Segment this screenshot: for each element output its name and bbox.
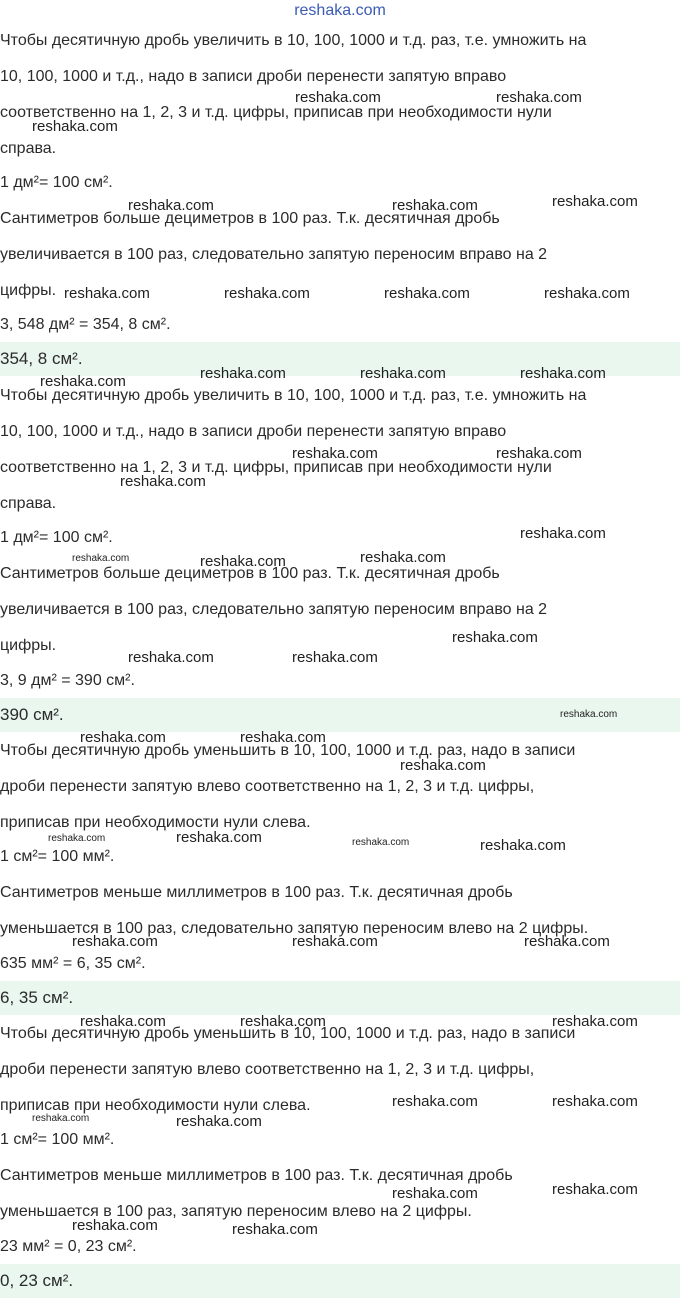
watermark: reshaka.com bbox=[352, 837, 410, 848]
answer-text: 390 см². bbox=[0, 705, 64, 724]
explanation-line: Сантиметров меньше миллиметров в 100 раз. Т.к. десятичная дробь bbox=[0, 1167, 513, 1184]
watermark: reshaka.com bbox=[524, 933, 610, 950]
watermark: reshaka.com bbox=[128, 649, 214, 666]
rule-line: справа. bbox=[0, 495, 57, 512]
watermark: reshaka.com bbox=[496, 445, 582, 462]
watermark: reshaka.com bbox=[232, 1221, 318, 1238]
explanation-line: увеличивается в 100 раз, следовательно запятую переносим вправо на 2 bbox=[0, 601, 548, 618]
explanation-line: увеличивается в 100 раз, следовательно запятую переносим вправо на 2 bbox=[0, 246, 548, 263]
rule-line: Чтобы десятичную дробь уменьшить в 10, 100, 1000 и т.д. раз, надо в записи bbox=[0, 1025, 576, 1042]
answer-text: 0, 23 см². bbox=[0, 1271, 74, 1290]
watermark: reshaka.com bbox=[496, 89, 582, 106]
watermark: reshaka.com bbox=[224, 285, 310, 302]
relation-line: 1 см²= 100 мм². bbox=[0, 1131, 115, 1148]
answer-text: 354, 8 см². bbox=[0, 349, 83, 368]
calc-line: 23 мм² = 0, 23 см². bbox=[0, 1238, 137, 1255]
rule-line: Чтобы десятичную дробь увеличить в 10, 100, 1000 и т.д. раз, т.е. умножить на bbox=[0, 32, 587, 49]
relation-line: 1 дм²= 100 см². bbox=[0, 529, 113, 546]
watermark: reshaka.com bbox=[295, 89, 381, 106]
watermark: reshaka.com bbox=[176, 829, 262, 846]
watermark: reshaka.com bbox=[200, 553, 286, 570]
explanation-line: Сантиметров больше дециметров в 100 раз. Т.к. десятичная дробь bbox=[0, 565, 500, 582]
calc-line: 3, 548 дм² = 354, 8 см². bbox=[0, 316, 171, 333]
rule-line: приписав при необходимости нули слева. bbox=[0, 1097, 311, 1114]
relation-line: 1 дм²= 100 см². bbox=[0, 174, 113, 191]
watermark: reshaka.com bbox=[72, 933, 158, 950]
watermark: reshaka.com bbox=[64, 285, 150, 302]
rule-line: 10, 100, 1000 и т.д., надо в записи дроби перенести запятую вправо bbox=[0, 68, 507, 85]
rule-line: 10, 100, 1000 и т.д., надо в записи дроби перенести запятую вправо bbox=[0, 423, 507, 440]
rule-line: Чтобы десятичную дробь увеличить в 10, 100, 1000 и т.д. раз, т.е. умножить на bbox=[0, 387, 587, 404]
watermark: reshaka.com bbox=[40, 373, 126, 390]
watermark: reshaka.com bbox=[560, 709, 618, 720]
watermark: reshaka.com bbox=[72, 553, 130, 564]
watermark: reshaka.com bbox=[552, 1093, 638, 1110]
watermark: reshaka.com bbox=[240, 1013, 326, 1030]
watermark: reshaka.com bbox=[32, 1113, 90, 1124]
watermark: reshaka.com bbox=[360, 365, 446, 382]
watermark: reshaka.com bbox=[80, 1013, 166, 1030]
watermark: reshaka.com bbox=[292, 649, 378, 666]
explanation-line: цифры. bbox=[0, 637, 57, 654]
watermark: reshaka.com bbox=[392, 1185, 478, 1202]
watermark: reshaka.com bbox=[72, 1217, 158, 1234]
watermark: reshaka.com bbox=[292, 445, 378, 462]
watermark: reshaka.com bbox=[360, 549, 446, 566]
watermark: reshaka.com bbox=[544, 285, 630, 302]
rule-line: дроби перенести запятую влево соответственно на 1, 2, 3 и т.д. цифры, bbox=[0, 778, 535, 795]
watermark: reshaka.com bbox=[400, 757, 486, 774]
answer-box bbox=[0, 981, 680, 1015]
watermark: reshaka.com bbox=[552, 1181, 638, 1198]
answer-box bbox=[0, 1264, 680, 1298]
watermark: reshaka.com bbox=[32, 118, 118, 135]
rule-line: приписав при необходимости нули слева. bbox=[0, 814, 311, 831]
watermark: reshaka.com bbox=[552, 1013, 638, 1030]
relation-line: 1 см²= 100 мм². bbox=[0, 848, 115, 865]
watermark: reshaka.com bbox=[392, 197, 478, 214]
rule-line: соответственно на 1, 2, 3 и т.д. цифры, приписав при необходимости нули bbox=[0, 459, 552, 476]
calc-line: 3, 9 дм² = 390 см². bbox=[0, 672, 135, 689]
watermark: reshaka.com bbox=[552, 193, 638, 210]
site-link[interactable]: reshaka.com bbox=[294, 2, 386, 19]
watermark: reshaka.com bbox=[128, 197, 214, 214]
watermark: reshaka.com bbox=[292, 933, 378, 950]
rule-line: соответственно на 1, 2, 3 и т.д. цифры, приписав при необходимости нули bbox=[0, 104, 552, 121]
explanation-line: уменьшается в 100 раз, запятую переносим влево на 2 цифры. bbox=[0, 1203, 472, 1220]
calc-line: 635 мм² = 6, 35 см². bbox=[0, 955, 146, 972]
watermark: reshaka.com bbox=[520, 365, 606, 382]
watermark: reshaka.com bbox=[240, 729, 326, 746]
rule-line: справа. bbox=[0, 140, 57, 157]
watermark: reshaka.com bbox=[392, 1093, 478, 1110]
explanation-line: Сантиметров меньше миллиметров в 100 раз. Т.к. десятичная дробь bbox=[0, 884, 513, 901]
watermark: reshaka.com bbox=[80, 729, 166, 746]
watermark: reshaka.com bbox=[480, 837, 566, 854]
rule-line: Чтобы десятичную дробь уменьшить в 10, 100, 1000 и т.д. раз, надо в записи bbox=[0, 742, 576, 759]
watermark: reshaka.com bbox=[48, 833, 106, 844]
watermark: reshaka.com bbox=[200, 365, 286, 382]
answer-text: 6, 35 см². bbox=[0, 988, 74, 1007]
rule-line: дроби перенести запятую влево соответственно на 1, 2, 3 и т.д. цифры, bbox=[0, 1061, 535, 1078]
watermark: reshaka.com bbox=[452, 629, 538, 646]
explanation-line: Сантиметров больше дециметров в 100 раз. Т.к. десятичная дробь bbox=[0, 210, 500, 227]
watermark: reshaka.com bbox=[120, 473, 206, 490]
watermark: reshaka.com bbox=[176, 1113, 262, 1130]
explanation-line: цифры. bbox=[0, 282, 57, 299]
watermark: reshaka.com bbox=[384, 285, 470, 302]
explanation-line: уменьшается в 100 раз, следовательно запятую переносим влево на 2 цифры. bbox=[0, 920, 589, 937]
watermark: reshaka.com bbox=[520, 525, 606, 542]
